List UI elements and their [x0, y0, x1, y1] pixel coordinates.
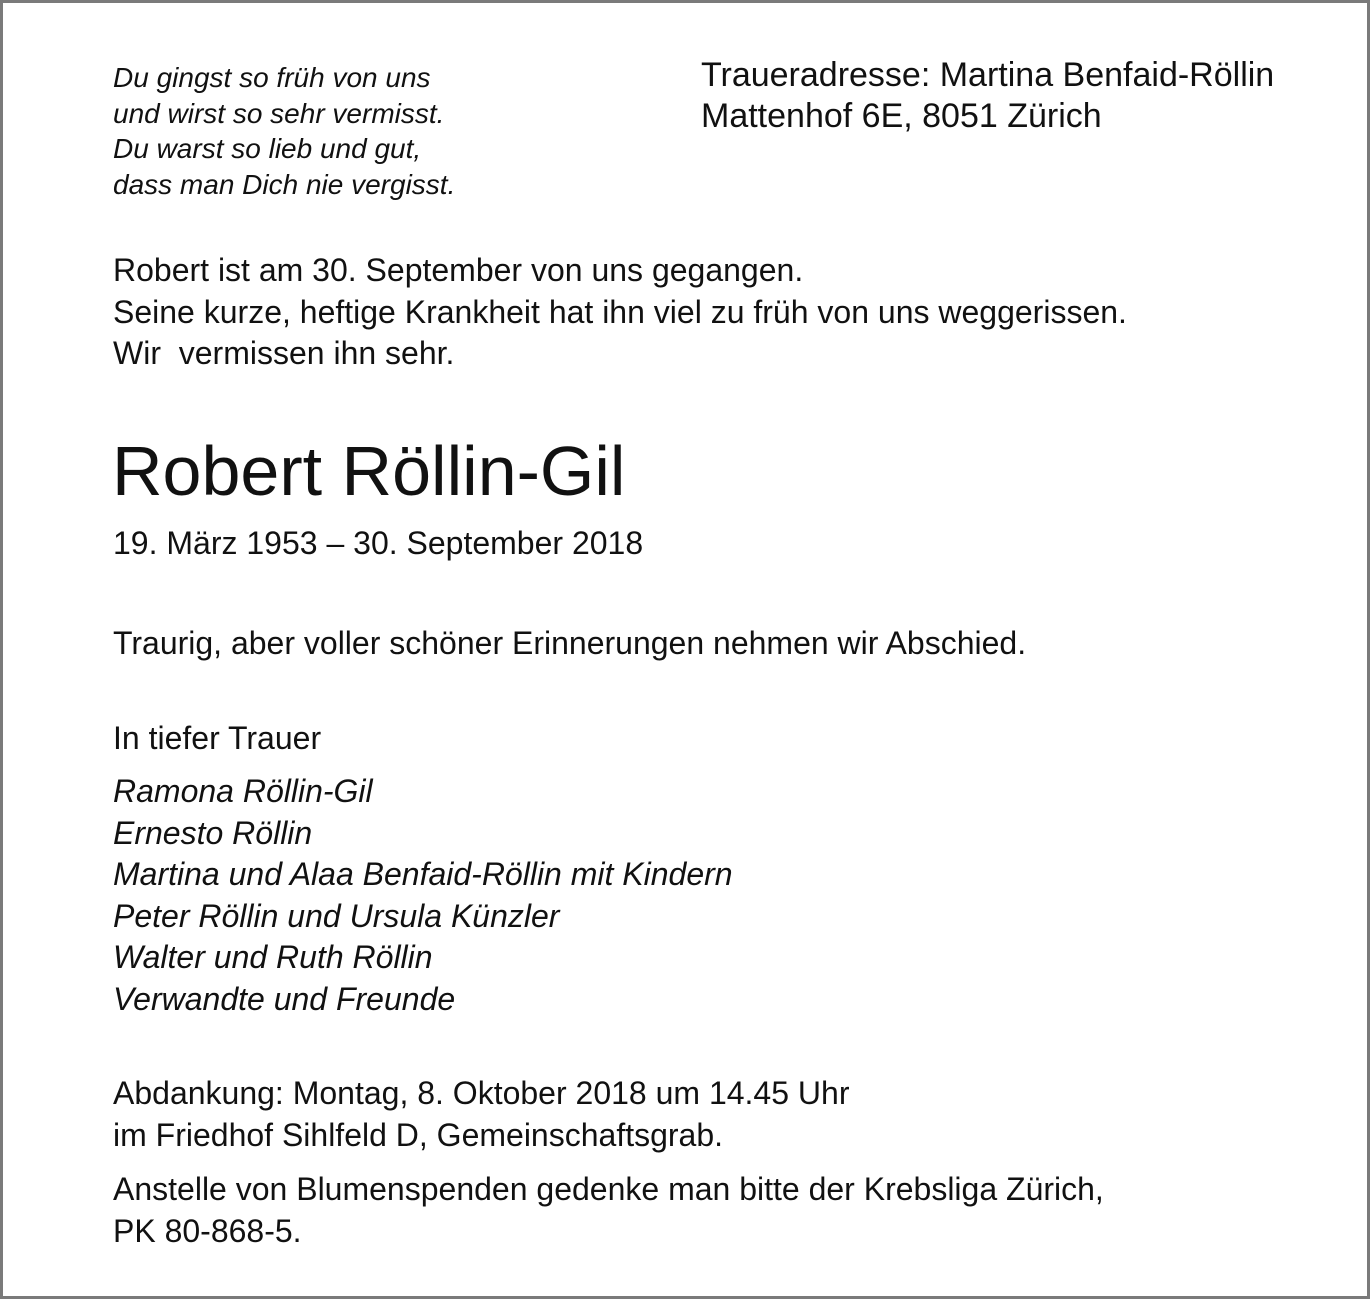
- life-dates: 19. März 1953 – 30. September 2018: [113, 525, 644, 561]
- intro-line: Wir vermissen ihn sehr.: [113, 335, 455, 371]
- mourning-heading: In tiefer Trauer: [113, 720, 322, 756]
- poem-line: Du gingst so früh von uns: [113, 62, 431, 93]
- mourner-name: Verwandte und Freunde: [113, 980, 456, 1017]
- memorial-poem: [113, 60, 455, 202]
- donation-line: PK 80-868-5.: [113, 1212, 302, 1249]
- intro-line: Robert ist am 30. September von uns gegangen.: [113, 252, 804, 288]
- mourner-name: Peter Röllin und Ursula Künzler: [113, 897, 560, 934]
- donation-info: [113, 1169, 1104, 1252]
- donation-line: Anstelle von Blumenspenden gedenke man bitte der Krebsliga Zürich,: [113, 1171, 1104, 1207]
- poem-line: dass man Dich nie vergisst.: [113, 168, 456, 200]
- poem-line: und wirst so sehr vermisst.: [113, 97, 445, 129]
- poem-line: Du warst so lieb und gut,: [113, 133, 422, 164]
- mourner-name: Martina und Alaa Benfaid-Röllin mit Kindern: [113, 856, 733, 892]
- mourner-name: Ernesto Röllin: [113, 814, 313, 851]
- mourner-name: Walter und Ruth Röllin: [113, 939, 433, 975]
- ceremony-line: Abdankung: Montag, 8. Oktober 2018 um 14.45 Uhr: [113, 1075, 850, 1111]
- mourners-list: [113, 771, 733, 1020]
- address-line: Mattenhof 6E, 8051 Zürich: [701, 97, 1102, 135]
- mourner-name: Ramona Röllin-Gil: [113, 773, 373, 809]
- address-line: Traueradresse: Martina Benfaid-Röllin: [701, 56, 1275, 94]
- ceremony-info: [113, 1073, 849, 1156]
- deceased-name: Robert Röllin-Gil: [112, 432, 626, 510]
- intro-text: [113, 250, 1127, 375]
- mourning-address: [701, 55, 1274, 137]
- intro-line: Seine kurze, heftige Krankheit hat ihn viel zu früh von uns weggerissen.: [113, 293, 1127, 330]
- ceremony-line: im Friedhof Sihlfeld D, Gemeinschaftsgrab.: [113, 1116, 724, 1153]
- farewell-text: Traurig, aber voller schöner Erinnerungen nehmen wir Abschied.: [113, 625, 1027, 661]
